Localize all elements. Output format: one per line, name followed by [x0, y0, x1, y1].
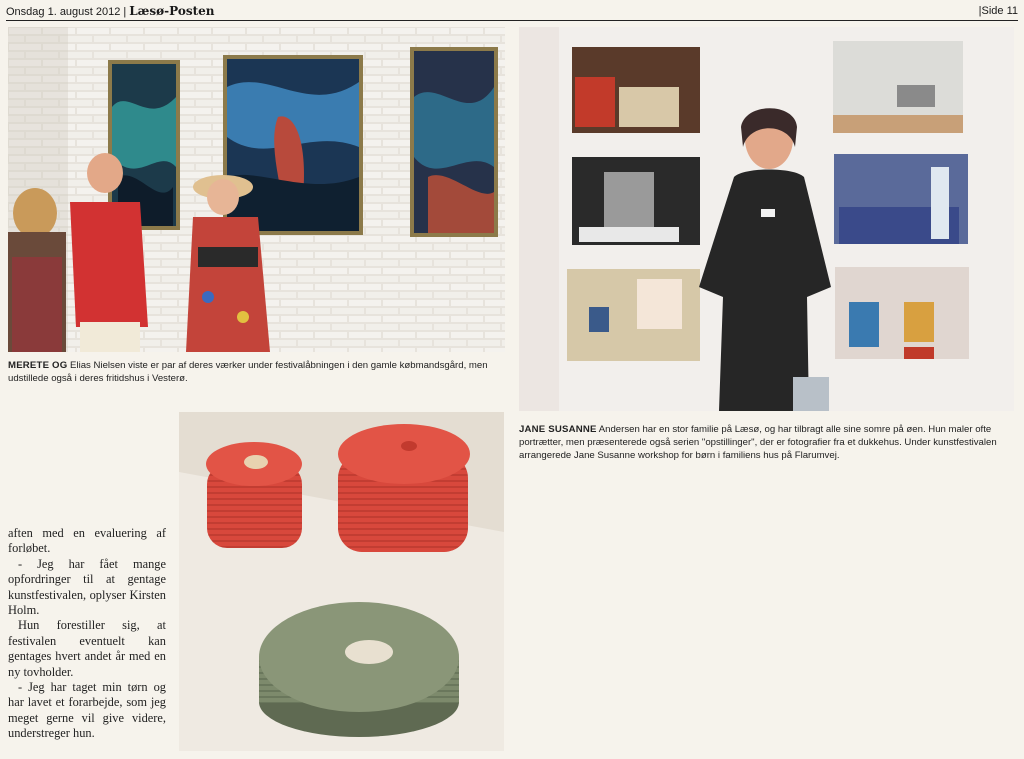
- artist-photo-image: [519, 27, 1014, 411]
- baskets-photo-image: [179, 412, 504, 751]
- caption-artist-lead: JANE SUSANNE: [519, 424, 597, 435]
- gallery-photo-image: [8, 27, 505, 352]
- page-number: Side 11: [981, 5, 1018, 17]
- issue-date: Onsdag 1. august 2012: [6, 6, 121, 18]
- page-header: Onsdag 1. august 2012 | Læsø-Posten |Side 11: [6, 2, 1018, 21]
- baskets-photo: [179, 412, 504, 751]
- caption-gallery-lead: MERETE OG: [8, 360, 68, 371]
- article-paragraph: Hun forestiller sig, at festivalen eventuelt kan gentages hvert andet år med en ny tovholder.: [8, 618, 166, 679]
- newspaper-name: Læsø-Posten: [129, 4, 215, 18]
- article-paragraph: aften med en evaluering af forløbet.: [8, 526, 166, 556]
- artist-photo: [519, 27, 1014, 411]
- article-paragraph: - Jeg har taget min tørn og har lavet et forarbejde, som jeg meget gerne vil give videre, understreger hun.: [8, 680, 166, 741]
- caption-artist-text: Andersen har en stor familie på Læsø, og har tilbragt alle sine somre på øen. Hun maler ofte portrætter, men præsenterede også serien "opstillinger", der er fotografier fra et dukkehus. Under kunstfestivalen arrangerede Jane Susanne workshop for børn i familiens hus på Flarumvej.: [519, 424, 997, 461]
- caption-gallery-text: Elias Nielsen viste er par af deres værker under festivalåbningen i den gamle købmandsgård, men udstillede også i deres fritidshus i Vesterø.: [8, 360, 488, 384]
- caption-gallery: [8, 359, 505, 385]
- caption-artist: [519, 423, 1014, 462]
- article-body: [8, 526, 166, 742]
- article-paragraph: - Jeg har fået mange opfordringer til at gentage kunstfestivalen, oplyser Kirsten Holm.: [8, 556, 166, 618]
- gallery-photo: [8, 27, 505, 352]
